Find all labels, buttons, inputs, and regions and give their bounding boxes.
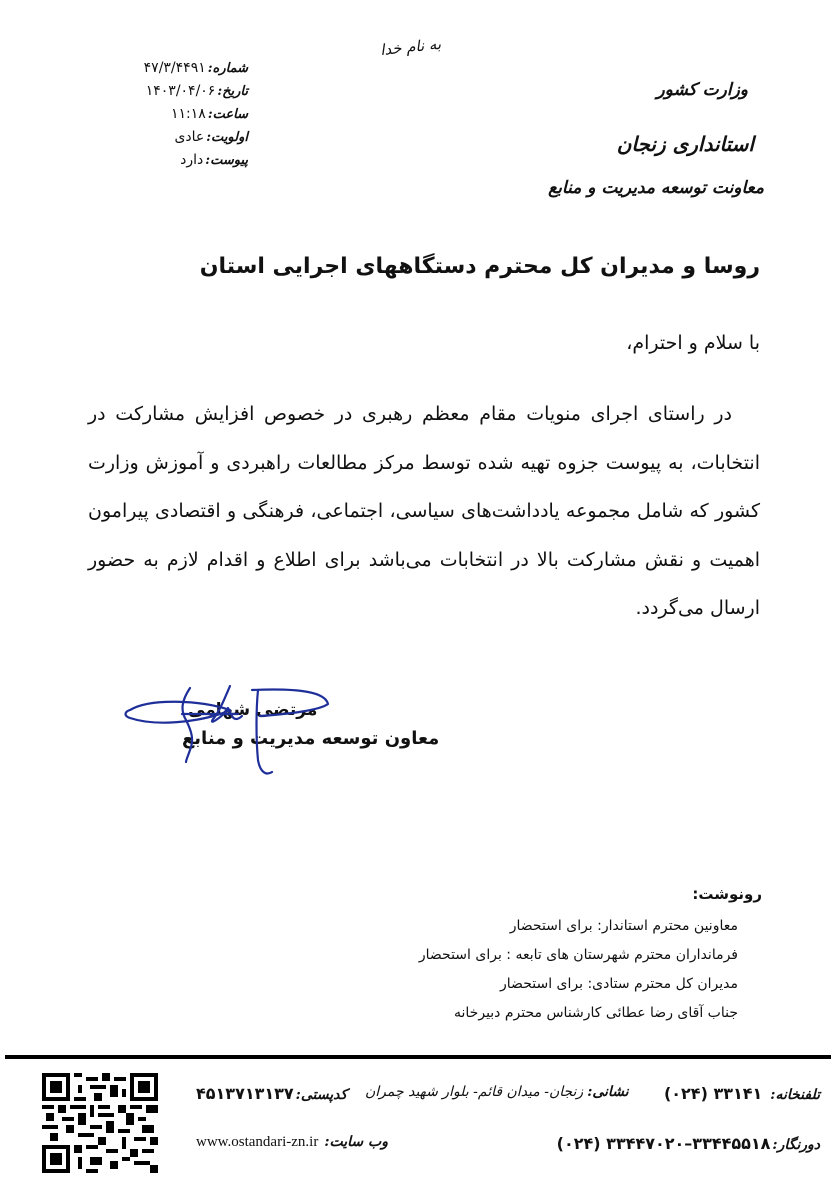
cc-list bbox=[419, 912, 738, 1028]
meta-value: ۱۴۰۳/۰۴/۰۶ bbox=[145, 83, 216, 99]
org-deputy: معاونت توسعه مدیریت و منابع bbox=[548, 178, 764, 198]
org-governorate: استانداری زنجان bbox=[616, 132, 754, 156]
footer-divider bbox=[5, 1055, 831, 1059]
meta-value: دارد bbox=[180, 152, 204, 168]
qr-code-icon bbox=[42, 1073, 158, 1173]
meta-label: شماره: bbox=[207, 61, 248, 76]
meta-value: ۱۱:۱۸ bbox=[171, 106, 206, 122]
fax-value: ۳۳۴۴۵۵۱۸–۳۳۴۴۷۰۲۰ (۰۲۴) bbox=[556, 1134, 771, 1153]
cc-heading: رونوشت: bbox=[692, 885, 762, 903]
letter-body: در راستای اجرای منویات مقام معظم رهبری در خصوص افزایش مشارکت در انتخابات، به پیوست جزوه تهیه شده توسط مرکز مطالعات راهبردی و آموزش وزارت کشور که شامل مجموعه یادداشت‌های سیاسی، اجتماعی، فرهنگی و اقتصادی پیرامون اهمیت و نقش مشارکت بالا در انتخابات می‌باشد برای اطلاع و اقدام لازم به حضور ارسال می‌گردد. bbox=[88, 403, 760, 619]
phone-value: ۳۳۱۴۱ (۰۲۴) bbox=[663, 1084, 763, 1103]
meta-label: پیوست: bbox=[205, 153, 248, 168]
footer-website bbox=[196, 1134, 388, 1151]
meta-label: ساعت: bbox=[207, 107, 248, 122]
signature-scribble-icon bbox=[120, 680, 340, 780]
signatory-title: معاون توسعه مدیریت و منابع bbox=[182, 728, 440, 749]
footer-address bbox=[365, 1084, 629, 1100]
cc-item: فرمانداران محترم شهرستان های تابعه : برای استحضار bbox=[418, 947, 738, 963]
recipient-heading: روسا و مدیران کل محترم دستگاههای اجرایی استان bbox=[199, 254, 760, 279]
letter-meta bbox=[118, 60, 248, 175]
footer-phone bbox=[664, 1084, 820, 1103]
org-ministry: وزارت کشور bbox=[656, 80, 748, 100]
postal-label: کدپستی: bbox=[295, 1087, 348, 1103]
meta-number bbox=[118, 60, 248, 83]
meta-date bbox=[118, 83, 248, 106]
meta-time bbox=[118, 106, 248, 129]
phone-label: تلفنخانه: bbox=[770, 1087, 820, 1103]
website-link[interactable]: www.ostandari-zn.ir bbox=[196, 1134, 319, 1150]
footer-fax bbox=[557, 1134, 820, 1153]
invocation: به نام خدا bbox=[379, 34, 442, 60]
cc-item: مدیران کل محترم ستادی: برای استحضار bbox=[500, 976, 738, 992]
address-value: زنجان- میدان قائم- بلوار شهید چمران bbox=[365, 1084, 584, 1100]
greeting: با سلام و احترام، bbox=[626, 332, 760, 354]
meta-label: اولویت: bbox=[206, 130, 248, 145]
address-label: نشانی: bbox=[587, 1084, 629, 1100]
cc-item: جناب آقای رضا عطائی کارشناس محترم دبیرخانه bbox=[454, 1005, 738, 1021]
postal-value: ۴۵۱۳۷۱۳۱۳۷ bbox=[196, 1084, 294, 1103]
website-label: وب سایت: bbox=[324, 1134, 388, 1150]
meta-value: ۴۷/۳/۴۴۹۱ bbox=[143, 60, 206, 76]
meta-priority bbox=[118, 129, 248, 152]
meta-attachment bbox=[118, 152, 248, 175]
fax-label: دورنگار: bbox=[772, 1137, 820, 1153]
cc-item: معاونین محترم استاندار: برای استحضار bbox=[509, 918, 738, 934]
footer-postal-code bbox=[196, 1084, 347, 1103]
meta-value: عادی bbox=[174, 129, 205, 145]
meta-label: تاریخ: bbox=[217, 84, 248, 99]
signatory-name: مرتضی شهامی bbox=[188, 700, 318, 720]
